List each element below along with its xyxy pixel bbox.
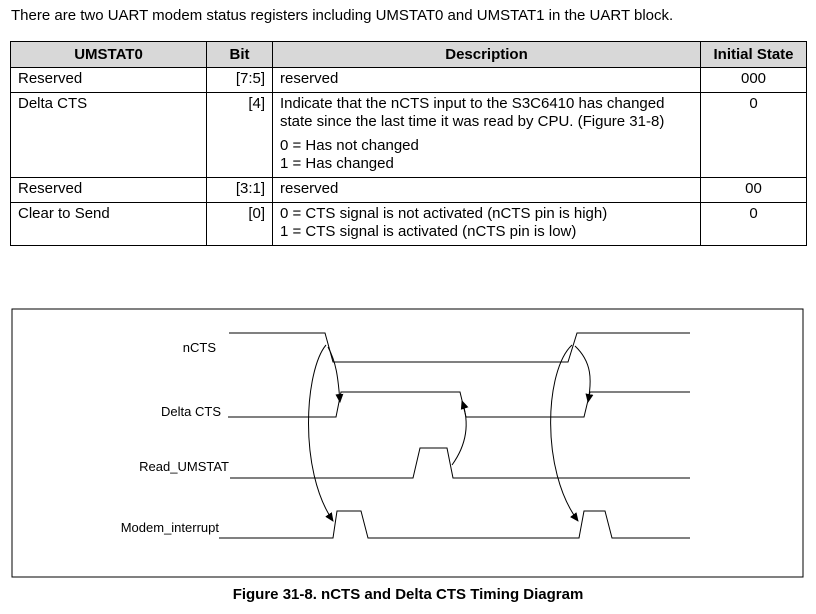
field-initial-state: 00 xyxy=(701,178,807,203)
arrow-ncts-to-interrupt-2 xyxy=(551,345,578,521)
field-initial-state: 0 xyxy=(701,203,807,246)
signal-label-read-umstat: Read_UMSTAT xyxy=(139,459,229,474)
field-initial-state: 000 xyxy=(701,68,807,93)
arrow-ncts-to-interrupt xyxy=(309,345,334,521)
delta-cts-waveform xyxy=(228,392,690,417)
header-bit: Bit xyxy=(207,42,273,68)
signal-label-delta-cts: Delta CTS xyxy=(161,404,221,419)
field-bit: [7:5] xyxy=(207,68,273,93)
signal-label-modem-interrupt: Modem_interrupt xyxy=(120,520,219,535)
header-initial-state: Initial State xyxy=(701,42,807,68)
field-initial-state: 0 xyxy=(701,93,807,178)
field-bit: [0] xyxy=(207,203,273,246)
signal-label-ncts: nCTS xyxy=(182,340,216,355)
intro-text: There are two UART modem status registers including UMSTAT0 and UMSTAT1 in the UART block. xyxy=(11,7,674,24)
field-name: Reserved xyxy=(11,68,207,93)
field-name: Clear to Send xyxy=(11,203,207,246)
field-bit: [4] xyxy=(207,93,273,178)
figure-caption: Figure 31-8. nCTS and Delta CTS Timing Diagram xyxy=(232,586,584,603)
field-description: reserved xyxy=(273,178,701,203)
modem-interrupt-waveform xyxy=(219,511,690,538)
field-name: Reserved xyxy=(11,178,207,203)
field-name: Delta CTS xyxy=(11,93,207,178)
field-description: reserved xyxy=(273,68,701,93)
header-description: Description xyxy=(273,42,701,68)
arrow-ncts-to-delta-2 xyxy=(575,346,590,402)
header-register: UMSTAT0 xyxy=(11,42,207,68)
field-description: 0 = CTS signal is not activated (nCTS pin is high) 1 = CTS signal is activated (nCTS pin is low) xyxy=(273,203,701,246)
diagram-frame xyxy=(12,309,803,577)
arrow-ncts-to-delta xyxy=(328,347,340,402)
field-description: Indicate that the nCTS input to the S3C6410 has changed state since the last time it was read by CPU. (Figure 31-8) 0 = Has not changed 1 = Has changed xyxy=(273,93,701,178)
ncts-waveform xyxy=(229,333,690,362)
field-bit: [3:1] xyxy=(207,178,273,203)
